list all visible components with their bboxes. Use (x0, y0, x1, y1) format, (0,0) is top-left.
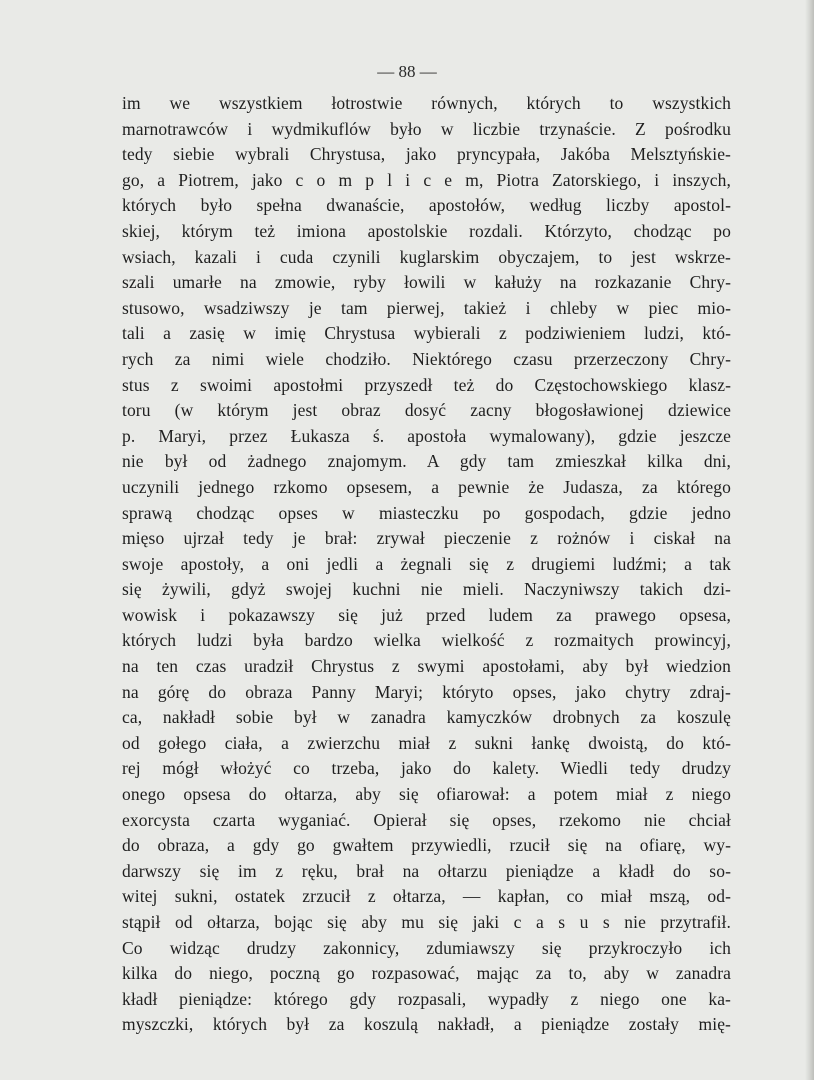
text-line: stusowo, wsadziwszy je tam pierwej, takież i chleby w piec mio- (122, 297, 731, 318)
text-line: swoje apostoły, a oni jedli a żegnali się z drugiemi ludźmi; a tak (122, 553, 731, 574)
text-line: których było spełna dwanaście, apostołów, według liczby apostol- (122, 195, 731, 216)
text-line: stus z swoimi apostołmi przyszedł też do Częstochowskiego klasz- (122, 374, 731, 395)
text-line: tali a zasię w imię Chrystusa wybierali z podziwieniem ludzi, któ- (122, 323, 731, 344)
text-line: kilka do niego, poczną go rozpasować, mając za to, aby w zanadra (122, 963, 731, 984)
text-line: wowisk i pokazawszy się już przed ludem za prawego opsesa, (122, 604, 731, 625)
text-line: Co widząc drudzy zakonnicy, zdumiawszy się przykroczyło ich (122, 937, 731, 958)
text-line: p. Maryi, przez Łukasza ś. apostoła wymalowany), gdzie jeszcze (122, 425, 731, 446)
text-line: uczynili jednego rzkomo opsesem, a pewnie że Judasza, za którego (122, 476, 731, 497)
text-line: toru (w którym jest obraz dosyć zacny błogosławionej dziewice (122, 400, 731, 421)
text-line: tedy siebie wybrali Chrystusa, jako pryncypała, Jakóba Melsztyńskie- (122, 144, 731, 165)
text-line: skiej, którym też imiona apostolskie rozdali. Którzyto, chodząc po (122, 220, 731, 241)
text-line: go, a Piotrem, jako c o m p l i c e m, Piotra Zatorskiego, i inszych, (122, 169, 731, 190)
page-edge (805, 0, 814, 1080)
page-number: — 88 — (377, 62, 437, 81)
text-line: mięso ujrzał tedy je brał: zrywał pieczenie z rożnów i ciskał na (122, 528, 731, 549)
text-line: rej mógł włożyć co trzeba, jako do kalety. Wiedli tedy drudzy (122, 758, 731, 779)
text-line: wsiach, kazali i cuda czynili kuglarskim obyczajem, to jest wskrze- (122, 246, 731, 267)
text-line: stąpił od ołtarza, bojąc się aby mu się jaki c a s u s nie przytrafił. (122, 912, 731, 932)
text-line: rych za nimi wiele chodziło. Niektórego czasu przerzeczony Chry- (122, 348, 731, 369)
text-line: się żywili, gdyż swojej kuchni nie mieli. Naczyniwszy takich dzi- (122, 579, 731, 600)
text-line: witej sukni, ostatek zrzucił z ołtarza, — kapłan, co miał mszą, od- (122, 886, 731, 907)
text-line: exorcysta czarta wyganiać. Opierał się opses, rzekomo nie chciał (122, 809, 731, 830)
text-line: na górę do obraza Panny Maryi; któryto opses, jako chytry zdraj- (122, 681, 731, 702)
text-line: nie był od żadnego znajomym. A gdy tam zmieszkał kilka dni, (122, 451, 731, 472)
text-line: myszczki, których był za koszulą nakładł, a pieniądze zostały mię- (122, 1014, 731, 1035)
text-line: do obraza, a gdy go gwałtem przywiedli, rzucił się na ofiarę, wy- (122, 835, 731, 856)
text-line: sprawą chodząc opses w miasteczku po gospodach, gdzie jedno (122, 502, 731, 523)
text-line: im we wszystkiem łotrostwie równych, których to wszystkich (122, 93, 731, 113)
text-line: kładł pieniądze: którego gdy rozpasali, wypadły z niego one ka- (122, 988, 731, 1009)
text-line: których ludzi była bardzo wielka wielkość z rozmaitych prowincyj, (122, 630, 731, 651)
text-line: onego opsesa do ołtarza, aby się ofiarował: a potem miał z niego (122, 784, 731, 805)
body-text (122, 91, 731, 1038)
text-line: ca, nakładł sobie był w zanadra kamyczków drobnych za koszulę (122, 707, 731, 728)
text-line: marnotrawców i wydmikuflów było w liczbie trzynaście. Z pośrodku (122, 118, 731, 139)
text-line: od gołego ciała, a zwierzchu miał z sukni łankę dwoistą, do któ- (122, 732, 731, 753)
text-line: szali umarłe na zmowie, ryby łowili w kałuży na rozkazanie Chry- (122, 272, 731, 293)
text-line: darwszy się im z ręku, brał na ołtarzu pieniądze a kładł do so- (122, 860, 731, 881)
text-line: na ten czas uradził Chrystus z swymi apostołami, aby był wiedzion (122, 656, 731, 677)
